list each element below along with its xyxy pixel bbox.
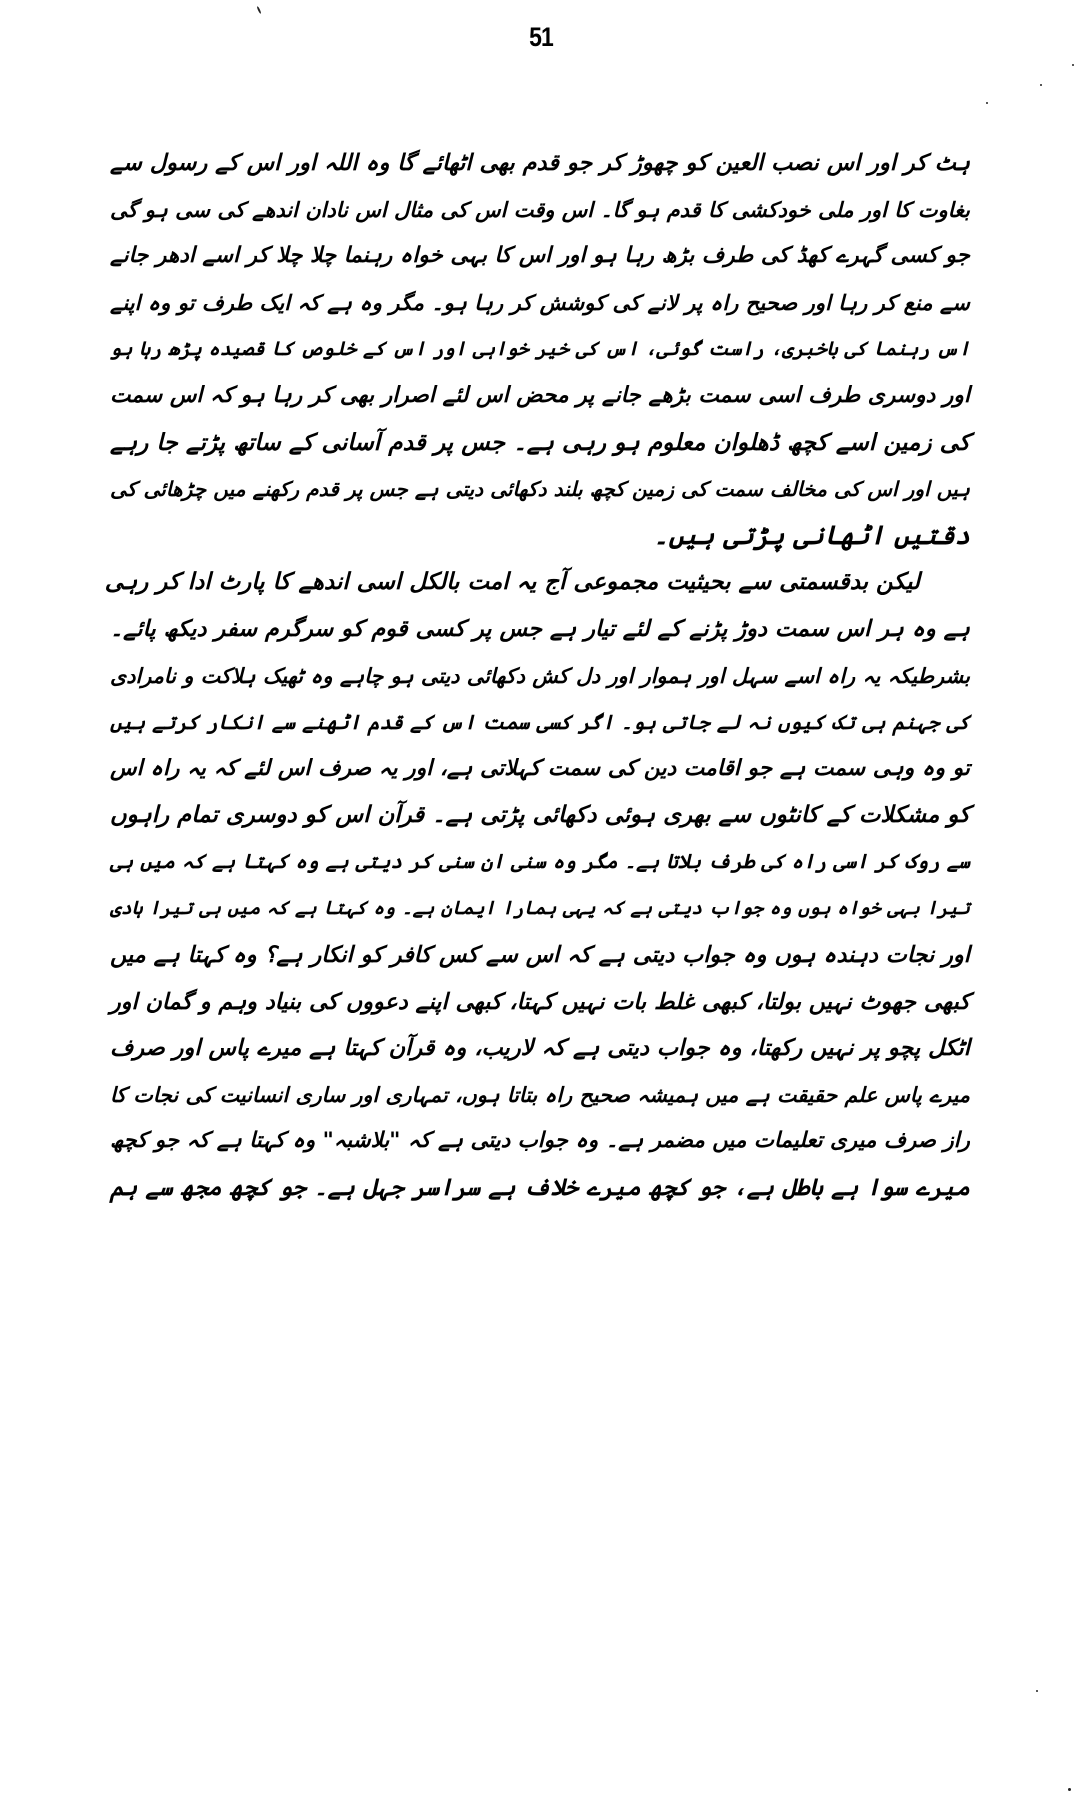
scan-speck bbox=[986, 102, 988, 104]
scan-speck bbox=[1068, 1788, 1071, 1791]
body-text bbox=[104, 140, 970, 1212]
text-line: تو وہ وہی سمت ہے جو اقامت دین کی سمت کہلاتی ہے، اور یہ صرف اس لئے کہ یہ راہ اس bbox=[110, 755, 970, 781]
text-line: ہے وہ ہر اس سمت دوڑ پڑنے کے لئے تیار ہے جس پر کسی قوم کو سرگرم سفر دیکھ پائے۔ bbox=[110, 615, 970, 642]
scan-speck bbox=[1040, 84, 1042, 86]
text-line: اس رہنما کی باخبری، راست گوئی، اس کی خیر خواہی اور اس کے خلوص کا قصیدہ پڑھ رہا ہو bbox=[110, 337, 970, 361]
scan-speck bbox=[1036, 1690, 1038, 1692]
text-line: میرے پاس علم حقیقت ہے میں ہمیشہ صحیح راہ بتاتا ہوں، تمہاری اور ساری انسانیت کی نجات کا bbox=[110, 1082, 970, 1107]
text-line: ہٹ کر اور اس نصب العین کو چھوڑ کر جو قدم بھی اٹھائے گا وہ اللہ اور اس کے رسول سے bbox=[110, 150, 970, 176]
text-line: دقتیں اٹھانی پڑتی ہیں۔ bbox=[653, 520, 970, 551]
scan-speck bbox=[256, 6, 261, 14]
text-line: بغاوت کا اور ملی خودکشی کا قدم ہو گا۔ اس وقت اس کی مثال اس نادان اندھے کی سی ہو گی bbox=[110, 197, 970, 222]
text-line: لیکن بدقسمتی سے بحیثیت مجموعی آج یہ امت بالکل اسی اندھے کا پارٹ ادا کر رہی bbox=[104, 569, 920, 596]
text-line: بشرطیکہ یہ راہ اسے سہل اور ہموار اور دل کش دکھائی دیتی ہو چاہے وہ ٹھیک ہلاکت و نامرادی bbox=[110, 663, 970, 688]
text-line: راز صرف میری تعلیمات میں مضمر ہے۔ وہ جواب دیتی ہے کہ "بلاشبہ" وہ کہتا ہے کہ جو کچھ bbox=[110, 1128, 970, 1154]
text-line: کی زمین اسے کچھ ڈھلوان معلوم ہو رہی ہے۔ جس پر قدم آسانی کے ساتھ پڑتے جا رہے bbox=[110, 428, 970, 456]
text-line: اور نجات دہندہ ہوں وہ جواب دیتی ہے کہ اس سے کس کافر کو انکار ہے؟ وہ کہتا ہے میں bbox=[110, 942, 970, 969]
text-line: جو کسی گہرے کھڈ کی طرف بڑھ رہا ہو اور اس کا بہی خواہ رہنما چلا چلا کر اسے ادھر جانے bbox=[110, 243, 970, 269]
paragraph bbox=[104, 559, 970, 1211]
text-line: میرے سوا ہے باطل ہے، جو کچھ میرے خلاف ہے سراسر جہل ہے۔ جو کچھ مجھ سے ہم bbox=[110, 1174, 970, 1202]
paragraph bbox=[110, 140, 970, 559]
text-line: سے روک کر اسی راہ کی طرف بلاتا ہے۔ مگر وہ سنی ان سنی کر دیتی ہے وہ کہتا ہے کہ میں ہی bbox=[110, 849, 970, 873]
scan-speck bbox=[1072, 64, 1074, 66]
page-number: 51 bbox=[529, 22, 553, 52]
text-line: کو مشکلات کے کانٹوں سے بھری ہوئی دکھائی پڑتی ہے۔ قرآن اس کو دوسری تمام راہوں bbox=[109, 802, 970, 829]
text-line: کبھی جھوٹ نہیں بولتا، کبھی غلط بات نہیں کہتا، کبھی اپنے دعووں کی بنیاد وہم و گمان اور bbox=[110, 988, 970, 1015]
text-line: ہیں اور اس کی مخالف سمت کی زمین کچھ بلند دکھائی دیتی ہے جس پر قدم رکھنے میں چڑھائی کی bbox=[110, 477, 970, 502]
text-line: کی جہنم ہی تک کیوں نہ لے جاتی ہو۔ اگر کسی سمت اس کے قدم اٹھنے سے انکار کرتے ہیں bbox=[110, 710, 970, 735]
text-line: سے منع کر رہا اور صحیح راہ پر لانے کی کوشش کر رہا ہو۔ مگر وہ ہے کہ ایک طرف تو وہ اپنے bbox=[109, 289, 970, 315]
text-line: اور دوسری طرف اسی سمت بڑھے جانے پر محض اس لئے اصرار بھی کر رہا ہو کہ اس سمت bbox=[110, 382, 970, 408]
text-line: اٹکل پچو پر نہیں رکھتا، وہ جواب دیتی ہے کہ لاریب، وہ قرآن کہتا ہے میرے پاس اور صرف bbox=[110, 1035, 970, 1062]
text-line: تیرا بہی خواہ ہوں وہ جواب دیتی ہے کہ یہی ہمارا ایمان ہے۔ وہ کہتا ہے کہ میں ہی تیرا ہادی bbox=[110, 897, 970, 919]
